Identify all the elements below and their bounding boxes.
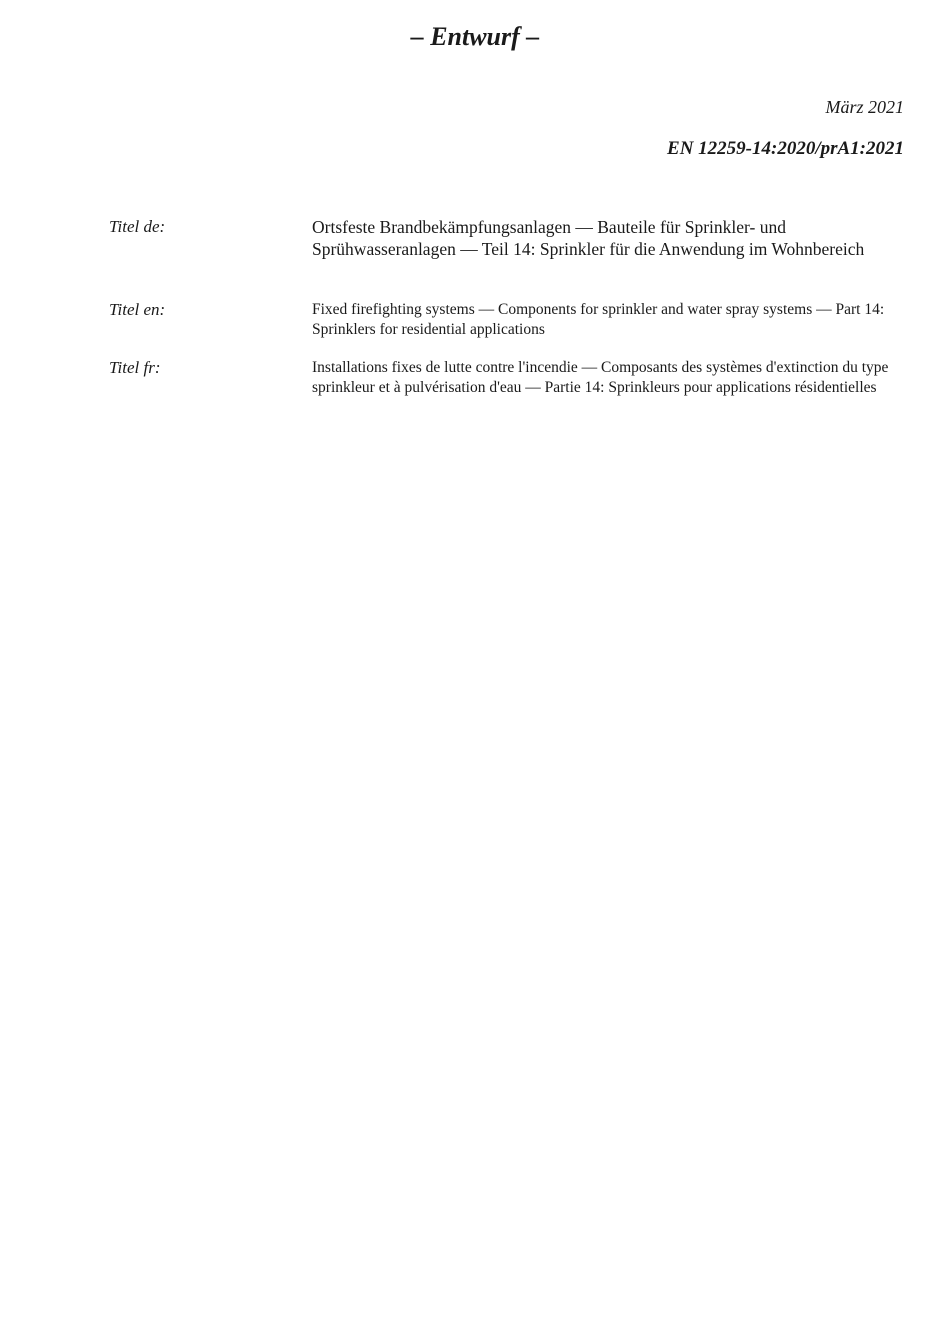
title-text-en: Fixed firefighting systems — Components for sprinkler and water spray systems — Part 14: Sprinklers for residential applications	[312, 301, 885, 338]
title-label-en: Titel en:	[109, 300, 166, 319]
title-text-de: Ortsfeste Brandbekämpfungsanlagen — Bauteile für Sprinkler- und Sprühwasseranlagen — Teil 14: Sprinkler für die Anwendung im Wohnbereich	[312, 217, 865, 259]
title-label-de: Titel de:	[109, 217, 166, 236]
title-text-fr: Installations fixes de lutte contre l'incendie — Composants des systèmes d'extinction du type sprinkleur et à pulvérisation d'eau — Partie 14: Sprinkleurs pour applications résidentielles	[312, 359, 889, 396]
title-row-fr	[109, 358, 904, 398]
title-row-en	[109, 300, 904, 339]
title-label-fr: Titel fr:	[109, 358, 161, 377]
document-number: EN 12259-14:2020/prA1:2021	[667, 138, 904, 159]
document-date: März 2021	[825, 97, 904, 117]
draft-label: – Entwurf –	[410, 22, 540, 51]
title-row-de	[109, 216, 904, 260]
